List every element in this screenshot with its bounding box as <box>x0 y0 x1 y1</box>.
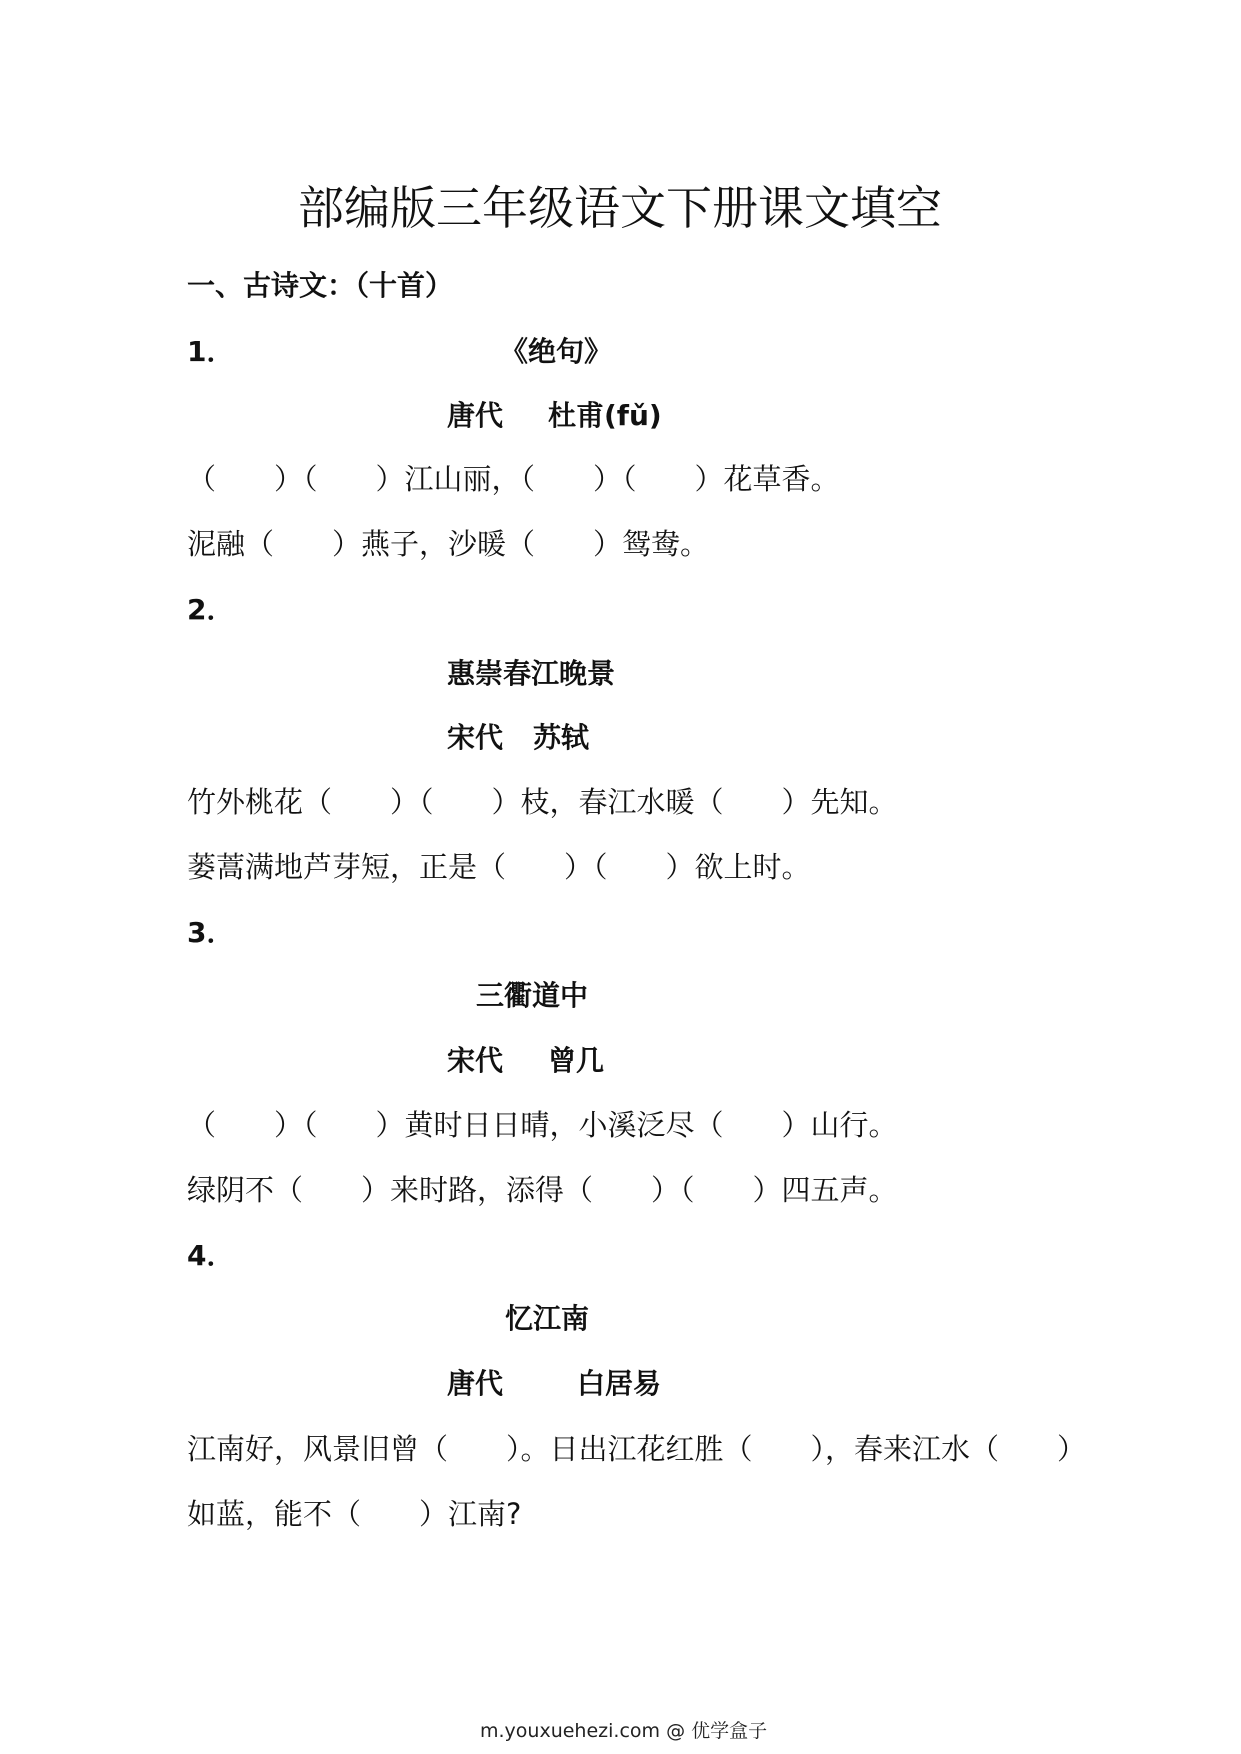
poem-number: 3． <box>187 916 235 949</box>
section-heading: 一、古诗文：（十首） <box>187 269 454 302</box>
poem-author: 杜甫(fǔ) <box>548 399 662 432</box>
fill-in-line: （ ）（ ）黄时日日晴，小溪泛尽（ ）山行。 <box>187 1108 898 1142</box>
fill-in-line: 竹外桃花（ ）（ ）枝，春江水暖（ ）先知。 <box>187 785 898 819</box>
poem-dynasty: 唐代 <box>447 399 504 432</box>
fill-in-line: 如蓝，能不（ ）江南? <box>187 1497 522 1531</box>
poem-title: 惠崇春江晚景 <box>447 657 616 690</box>
poem-number: 1． <box>187 335 235 368</box>
poem-dynasty: 宋代 <box>447 721 504 754</box>
poem-number: 2． <box>187 593 235 626</box>
fill-in-line: 绿阴不（ ）来时路，添得（ ）（ ）四五声。 <box>187 1173 898 1207</box>
fill-in-line: 泥融（ ）燕子，沙暖（ ）鸳鸯。 <box>187 527 710 561</box>
poem-number: 4． <box>187 1239 235 1272</box>
poem-dynasty: 唐代 <box>447 1367 504 1400</box>
fill-in-line: 江南好，风景旧曾（ ）。日出江花红胜（ ），春来江水（ ） <box>187 1432 1087 1466</box>
page-title: 部编版三年级语文下册课文填空 <box>298 181 942 235</box>
fill-in-line: （ ）（ ）江山丽，（ ）（ ）花草香。 <box>187 462 840 496</box>
fill-in-line: 蒌蒿满地芦芽短，正是（ ）（ ）欲上时。 <box>187 850 811 884</box>
poem-author: 曾几 <box>548 1044 605 1077</box>
poem-dynasty: 宋代 <box>447 1044 504 1077</box>
footer-watermark: m.youxuehezi.com @ 优学盒子 <box>480 1720 768 1742</box>
poem-title: 《绝句》 <box>500 335 613 368</box>
poem-author: 苏轼 <box>533 721 590 754</box>
poem-author: 白居易 <box>577 1367 662 1400</box>
poem-title: 忆江南 <box>505 1302 590 1335</box>
poem-title: 三衢道中 <box>476 979 589 1012</box>
